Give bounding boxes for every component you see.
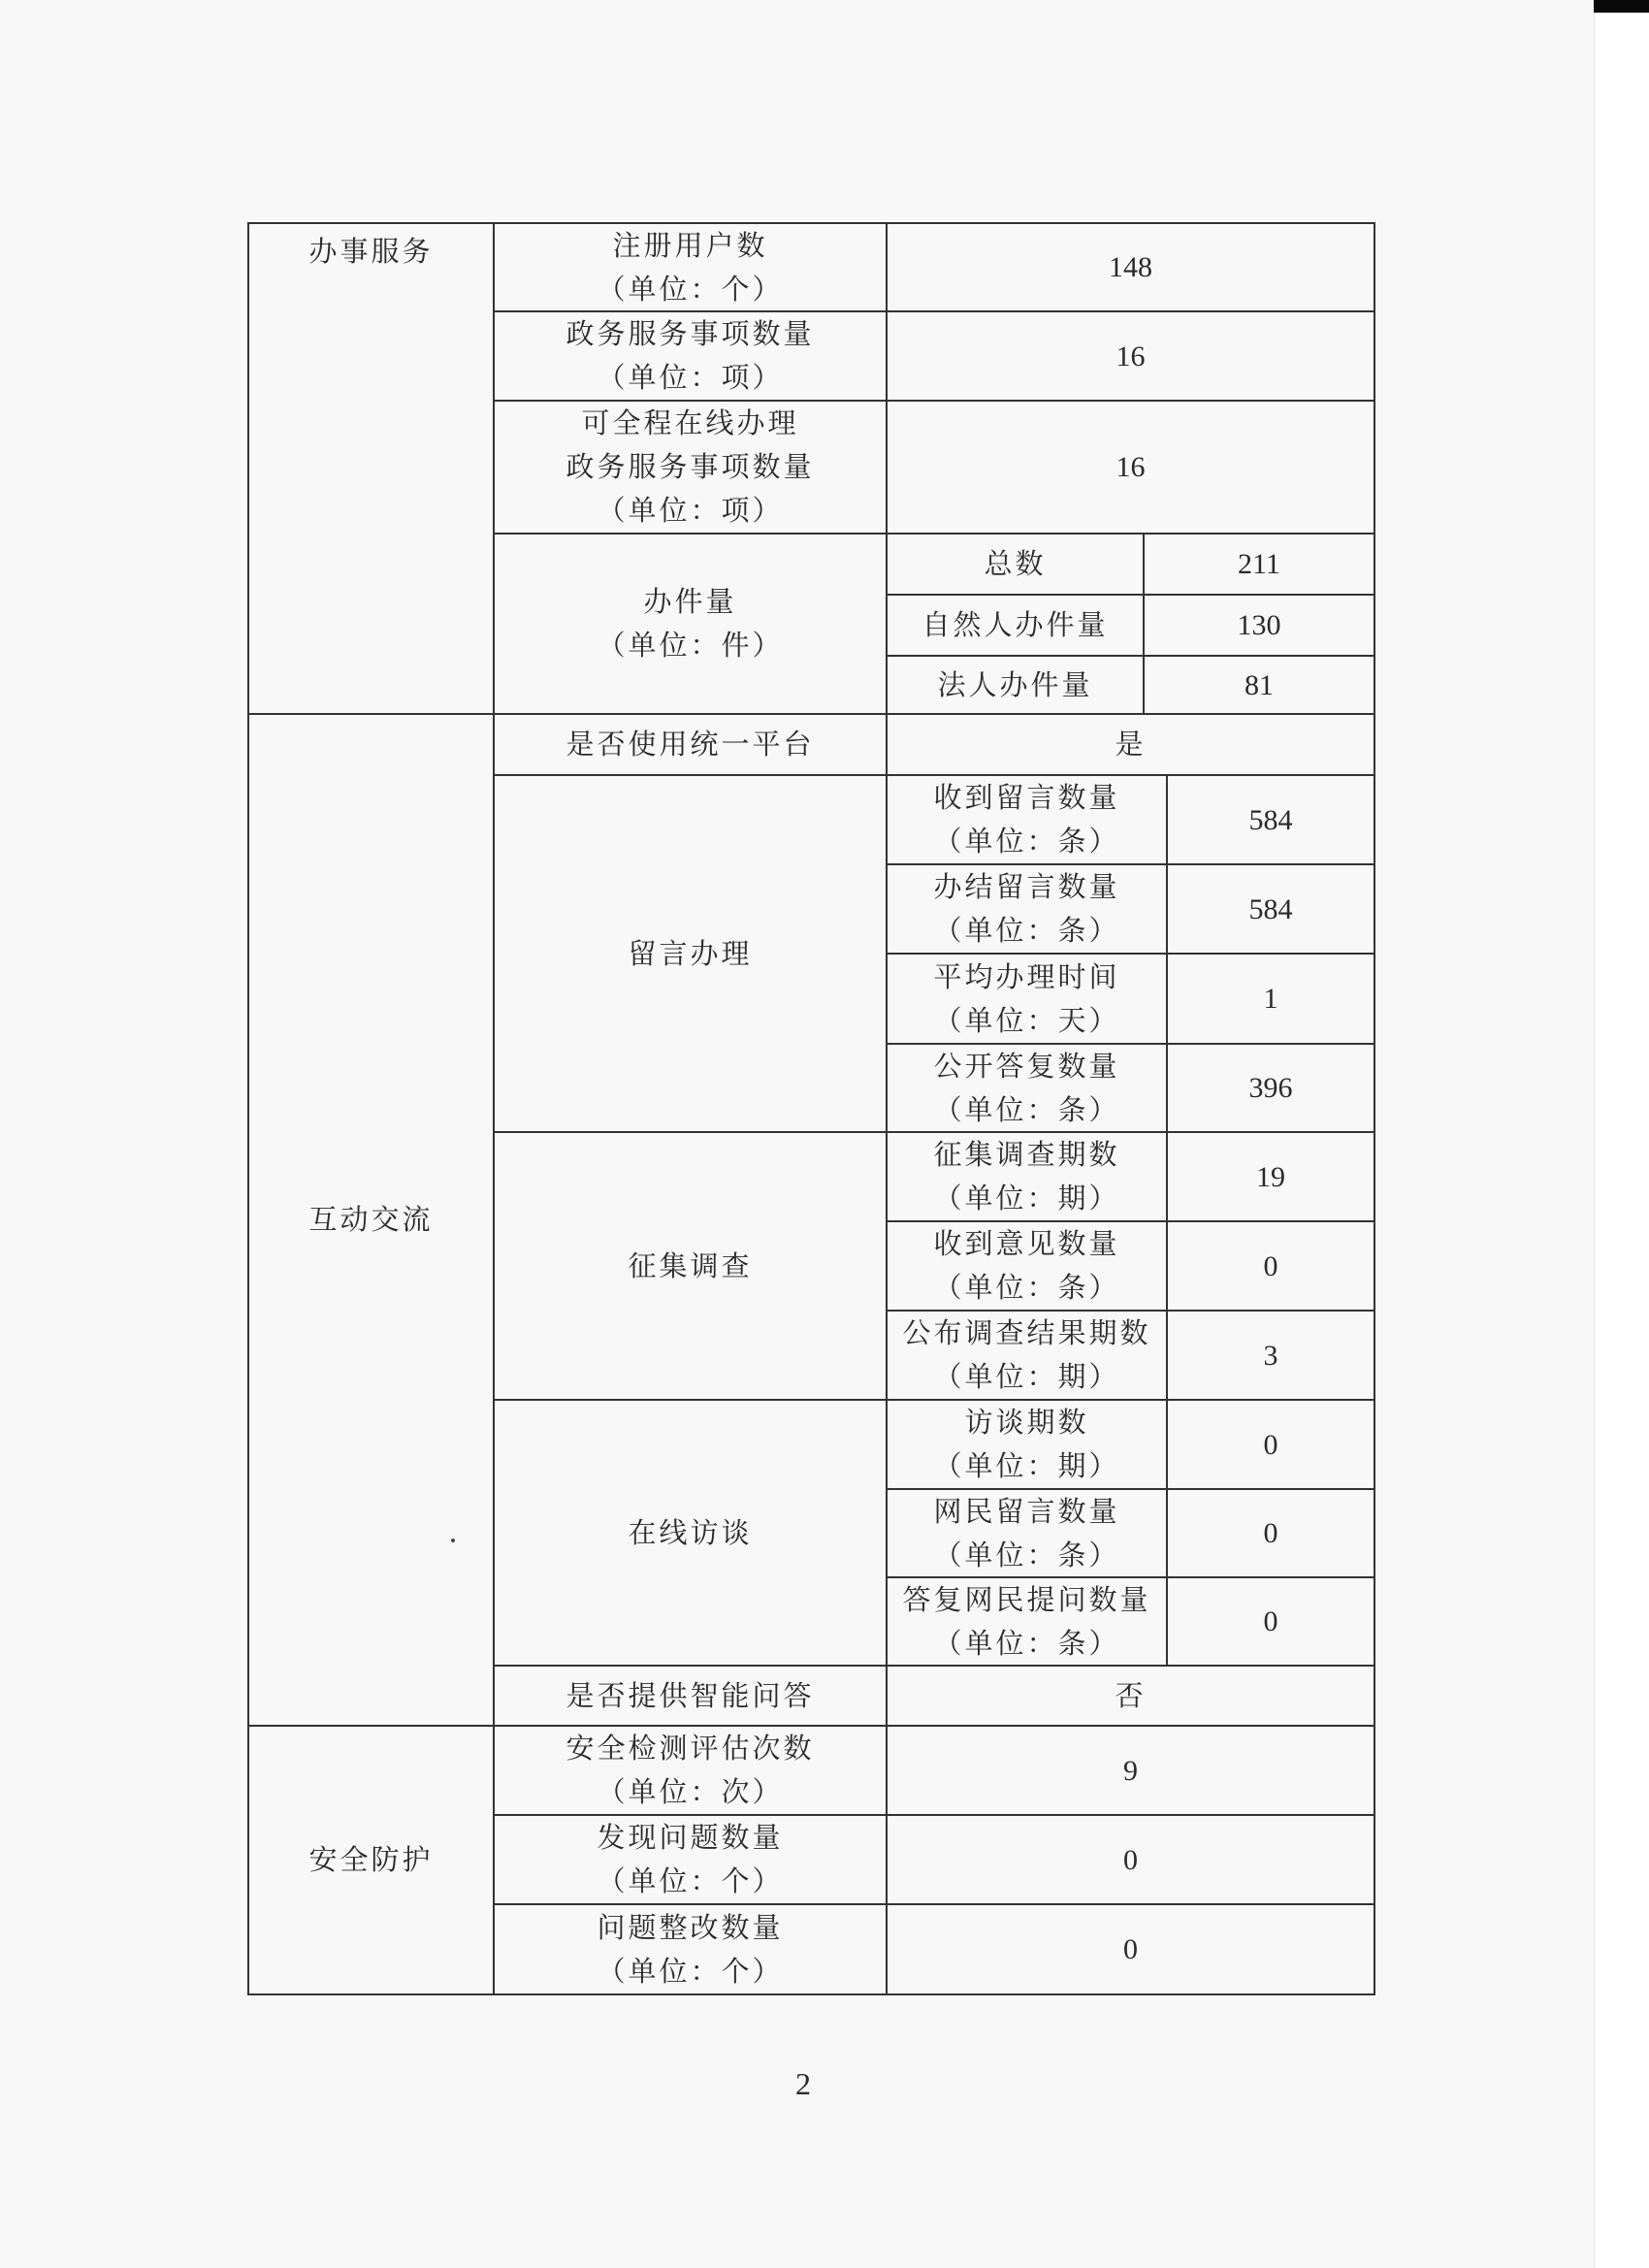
cell-value: 584 (1248, 892, 1293, 925)
cell-label: 收到意见数量 (933, 1227, 1120, 1260)
sub-metric-label (886, 594, 1145, 657)
metric-value (886, 1814, 1375, 1905)
cell-value: 16 (1116, 451, 1146, 483)
cell-label: 注册用户数 (612, 228, 768, 262)
cell-label: 答复网民提问数量 (902, 1582, 1151, 1616)
sub-metric-label (886, 1576, 1168, 1667)
sub-metric-label (886, 1220, 1168, 1312)
cell-value: 130 (1237, 609, 1281, 641)
metric-label (493, 1814, 888, 1905)
metric-value (886, 222, 1375, 312)
metric-label (493, 1665, 888, 1727)
cell-value: 0 (1263, 1517, 1278, 1549)
sub-metric-label (886, 533, 1145, 596)
page-number: 2 (795, 2066, 811, 2101)
cell-label: （单位：个） (597, 1864, 784, 1897)
cell-value: 9 (1123, 1754, 1138, 1787)
cell-label: 办事服务 (308, 235, 434, 268)
scan-corner-mark (1594, 0, 1649, 13)
cell-label: 公布调查结果期数 (902, 1316, 1151, 1349)
cell-label: 办件量 (643, 585, 737, 618)
cell-label: （单位：次） (597, 1775, 784, 1808)
cell-value: 81 (1245, 668, 1274, 701)
sub-metric-value (1166, 1131, 1375, 1222)
sub-metric-label (886, 863, 1168, 955)
cell-label: （单位：条） (933, 914, 1120, 947)
cell-label: （单位：期） (933, 1360, 1120, 1393)
cell-value: 0 (1123, 1933, 1138, 1965)
sub-metric-value (1166, 1576, 1375, 1667)
cell-label: 收到留言数量 (933, 781, 1120, 814)
group-label (493, 1131, 888, 1401)
cell-label: 自然人办件量 (922, 608, 1109, 641)
cell-label: 政务服务事项数量 (566, 317, 815, 350)
metric-label (493, 533, 888, 715)
group-label (493, 774, 888, 1133)
sub-metric-label (886, 953, 1168, 1045)
cell-label: 网民留言数量 (933, 1494, 1120, 1528)
sub-metric-label (886, 1043, 1168, 1133)
cell-label: 互动交流 (308, 1203, 434, 1236)
metric-value (886, 1725, 1375, 1816)
metric-value (886, 310, 1375, 402)
metric-label (493, 1725, 888, 1816)
group-label (493, 1399, 888, 1667)
cell-value: 0 (1263, 1605, 1278, 1637)
sub-metric-label (886, 1310, 1168, 1401)
sub-metric-value (1166, 863, 1375, 955)
cell-value: 211 (1238, 548, 1280, 580)
cell-label: （单位：天） (933, 1003, 1120, 1037)
cell-value: 148 (1109, 251, 1152, 283)
cell-label: 政务服务事项数量 (566, 450, 815, 483)
cell-label: 征集调查 (628, 1248, 753, 1282)
cell-value: 0 (1263, 1249, 1278, 1282)
cell-label: （单位：条） (933, 825, 1120, 858)
cell-label: 法人办件量 (937, 667, 1093, 701)
cell-label: 发现问题数量 (597, 1821, 784, 1854)
cell-label: （单位：个） (597, 272, 784, 306)
cell-value: 0 (1123, 1843, 1138, 1876)
cell-label: 是 (1115, 728, 1147, 761)
cell-value: 3 (1263, 1339, 1278, 1372)
page-edge (1594, 0, 1649, 2268)
sub-metric-value (1166, 1043, 1375, 1133)
cell-label: 访谈期数 (964, 1406, 1089, 1439)
cell-label: （单位：件） (597, 629, 784, 662)
cell-label: （单位：个） (597, 1954, 784, 1988)
cell-label: 是否使用统一平台 (566, 728, 815, 761)
metric-label (493, 1903, 888, 1995)
sub-metric-label (886, 655, 1145, 715)
cell-label: （单位：条） (933, 1092, 1120, 1126)
cell-label: 安全防护 (308, 1843, 434, 1876)
category-cell (247, 713, 495, 1727)
metric-value (886, 1665, 1375, 1727)
metric-label (493, 713, 888, 776)
cell-label: 可全程在线办理 (581, 406, 799, 439)
metric-label (493, 400, 888, 535)
metric-value (886, 1903, 1375, 1995)
cell-label: 总数 (984, 547, 1047, 580)
cell-label: 留言办理 (628, 936, 753, 970)
sub-metric-label (886, 1488, 1168, 1578)
sub-metric-value (1166, 1220, 1375, 1312)
category-cell (247, 1725, 495, 1995)
scan-speck (451, 1539, 455, 1542)
cell-label: 公开答复数量 (933, 1049, 1120, 1083)
sub-metric-value (1166, 953, 1375, 1045)
sub-metric-label (886, 1399, 1168, 1490)
metric-value (886, 400, 1375, 535)
sub-metric-label (886, 774, 1168, 865)
cell-label: （单位：项） (597, 361, 784, 394)
cell-value: 584 (1248, 803, 1293, 836)
cell-label: 否 (1115, 1678, 1147, 1712)
sub-metric-value (1143, 655, 1375, 715)
cell-label: （单位：项） (597, 494, 784, 527)
sub-metric-value (1166, 1399, 1375, 1490)
cell-label: （单位：期） (933, 1182, 1120, 1215)
cell-label: 办结留言数量 (933, 870, 1120, 903)
sub-metric-label (886, 1131, 1168, 1222)
cell-value: 16 (1116, 340, 1146, 373)
cell-label: （单位：条） (933, 1271, 1120, 1304)
cell-label: （单位：期） (933, 1449, 1120, 1482)
metric-value (886, 713, 1375, 776)
metric-label (493, 310, 888, 402)
category-cell (247, 222, 495, 715)
cell-label: （单位：条） (933, 1626, 1120, 1660)
sub-metric-value (1143, 533, 1375, 596)
metric-label (493, 222, 888, 312)
cell-value: 396 (1248, 1072, 1293, 1104)
sub-metric-value (1166, 774, 1375, 865)
sub-metric-value (1166, 1488, 1375, 1578)
cell-value: 19 (1256, 1160, 1285, 1193)
cell-value: 0 (1263, 1428, 1278, 1461)
cell-label: 在线访谈 (628, 1515, 753, 1549)
cell-label: 平均办理时间 (933, 959, 1120, 993)
cell-value: 1 (1263, 983, 1278, 1015)
cell-label: 是否提供智能问答 (566, 1678, 815, 1712)
cell-label: 安全检测评估次数 (566, 1732, 815, 1765)
sub-metric-value (1143, 594, 1375, 657)
cell-label: 问题整改数量 (597, 1910, 784, 1944)
cell-label: 征集调查期数 (933, 1138, 1120, 1171)
cell-label: （单位：条） (933, 1538, 1120, 1571)
sub-metric-value (1166, 1310, 1375, 1401)
